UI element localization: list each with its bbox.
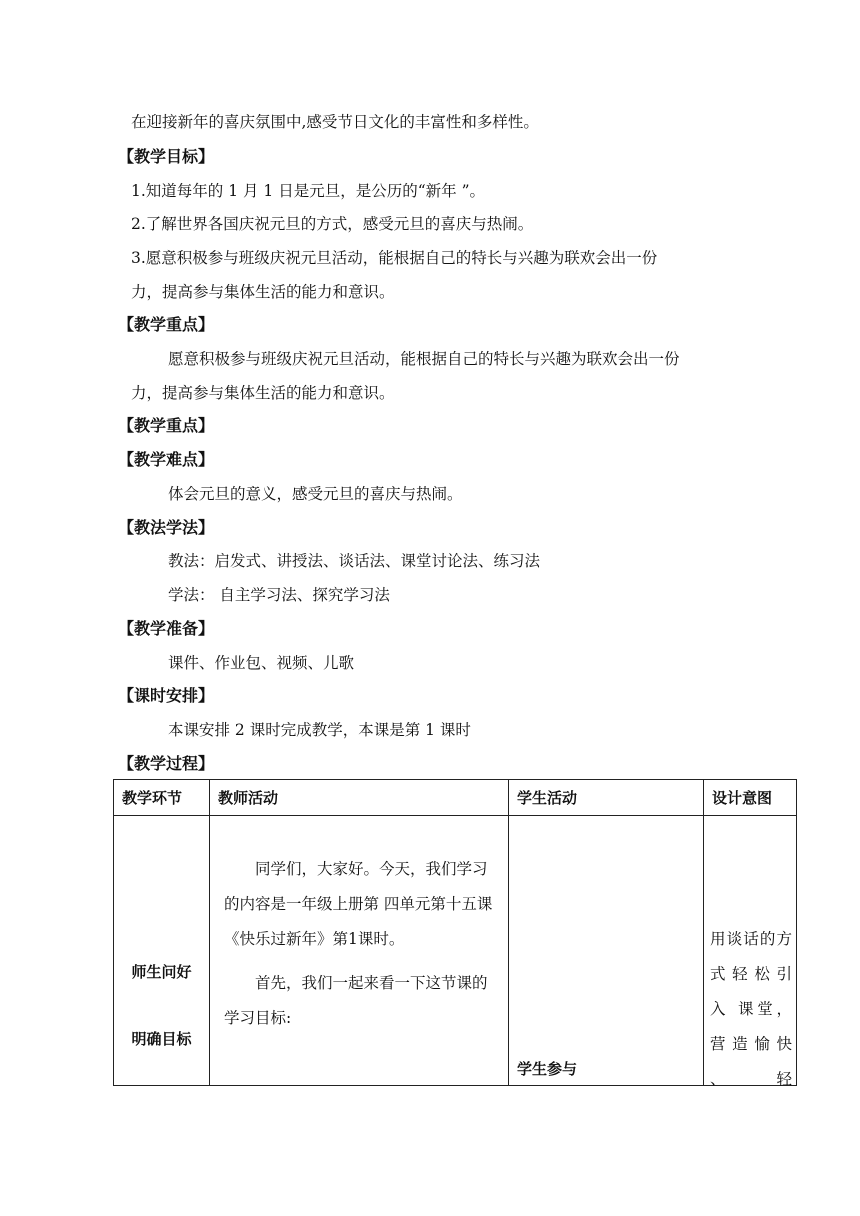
key-points-line-1: 愿意积极参与班级庆祝元旦活动，能根据自己的特长与兴趣为联欢会出一份	[168, 350, 680, 368]
schedule-heading: 【课时安排】	[118, 686, 215, 705]
methods-heading: 【教法学法】	[118, 518, 215, 537]
teaching-process-table	[113, 779, 797, 1086]
process-heading: 【教学过程】	[118, 754, 215, 773]
difficulty-text: 体会元旦的意义，感受元旦的喜庆与热闹。	[168, 485, 463, 503]
goal-3-line-2: 力，提高参与集体生活的能力和意识。	[131, 283, 395, 301]
stage-greeting: 师生问好	[131, 963, 192, 981]
stage-goals: 明确目标	[131, 1030, 192, 1048]
teaching-method: 教法：启发式、讲授法、谈话法、课堂讨论法、练习法	[168, 552, 541, 570]
goal-2: 2.了解世界各国庆祝元旦的方式，感受元旦的喜庆与热闹。	[131, 215, 534, 233]
preparation-heading: 【教学准备】	[118, 619, 215, 638]
key-points-heading-2: 【教学重点】	[118, 416, 215, 435]
table-row	[114, 816, 797, 1086]
key-points-heading: 【教学重点】	[118, 315, 215, 334]
stage-cell	[114, 816, 210, 1086]
schedule-text: 本课安排 2 课时完成教学，本课是第 1 课时	[168, 721, 471, 739]
teacher-paragraph-1: 同学们，大家好。今天，我们学习的内容是一年级上册第 四单元第十五课《快乐过新年》第1课时。	[224, 860, 493, 948]
key-points-line-2: 力，提高参与集体生活的能力和意识。	[131, 384, 395, 402]
learning-method: 学法： 自主学习法、探究学习法	[168, 586, 390, 604]
goal-3-line-1: 3.愿意积极参与班级庆祝元旦活动，能根据自己的特长与兴趣为联欢会出一份	[131, 249, 658, 267]
design-intent-cell	[704, 816, 797, 1086]
goals-heading: 【教学目标】	[118, 147, 215, 166]
student-activity-text: 学生参与	[517, 1060, 578, 1078]
header-design-intent: 设计意图	[704, 780, 797, 816]
intro-line: 在迎接新年的喜庆氛围中,感受节日文化的丰富性和多样性。	[131, 113, 539, 131]
preparation-text: 课件、作业包、视频、儿歌	[168, 654, 355, 672]
goal-1: 1.知道每年的 1 月 1 日是元旦，是公历的“新年 ”。	[131, 182, 485, 200]
difficulty-heading: 【教学难点】	[118, 450, 215, 469]
header-student-activity: 学生活动	[509, 780, 704, 816]
teacher-activity-cell	[210, 816, 509, 1086]
student-activity-cell	[509, 816, 704, 1086]
header-stage: 教学环节	[114, 780, 210, 816]
table-header-row	[114, 780, 797, 816]
design-intent-text: 用谈话的方式轻松引 入 课堂，营造愉快 、轻	[710, 930, 792, 1088]
teacher-paragraph-2: 首先，我们一起来看一下这节课的学习目标:	[224, 974, 488, 1027]
header-teacher-activity: 教师活动	[210, 780, 509, 816]
